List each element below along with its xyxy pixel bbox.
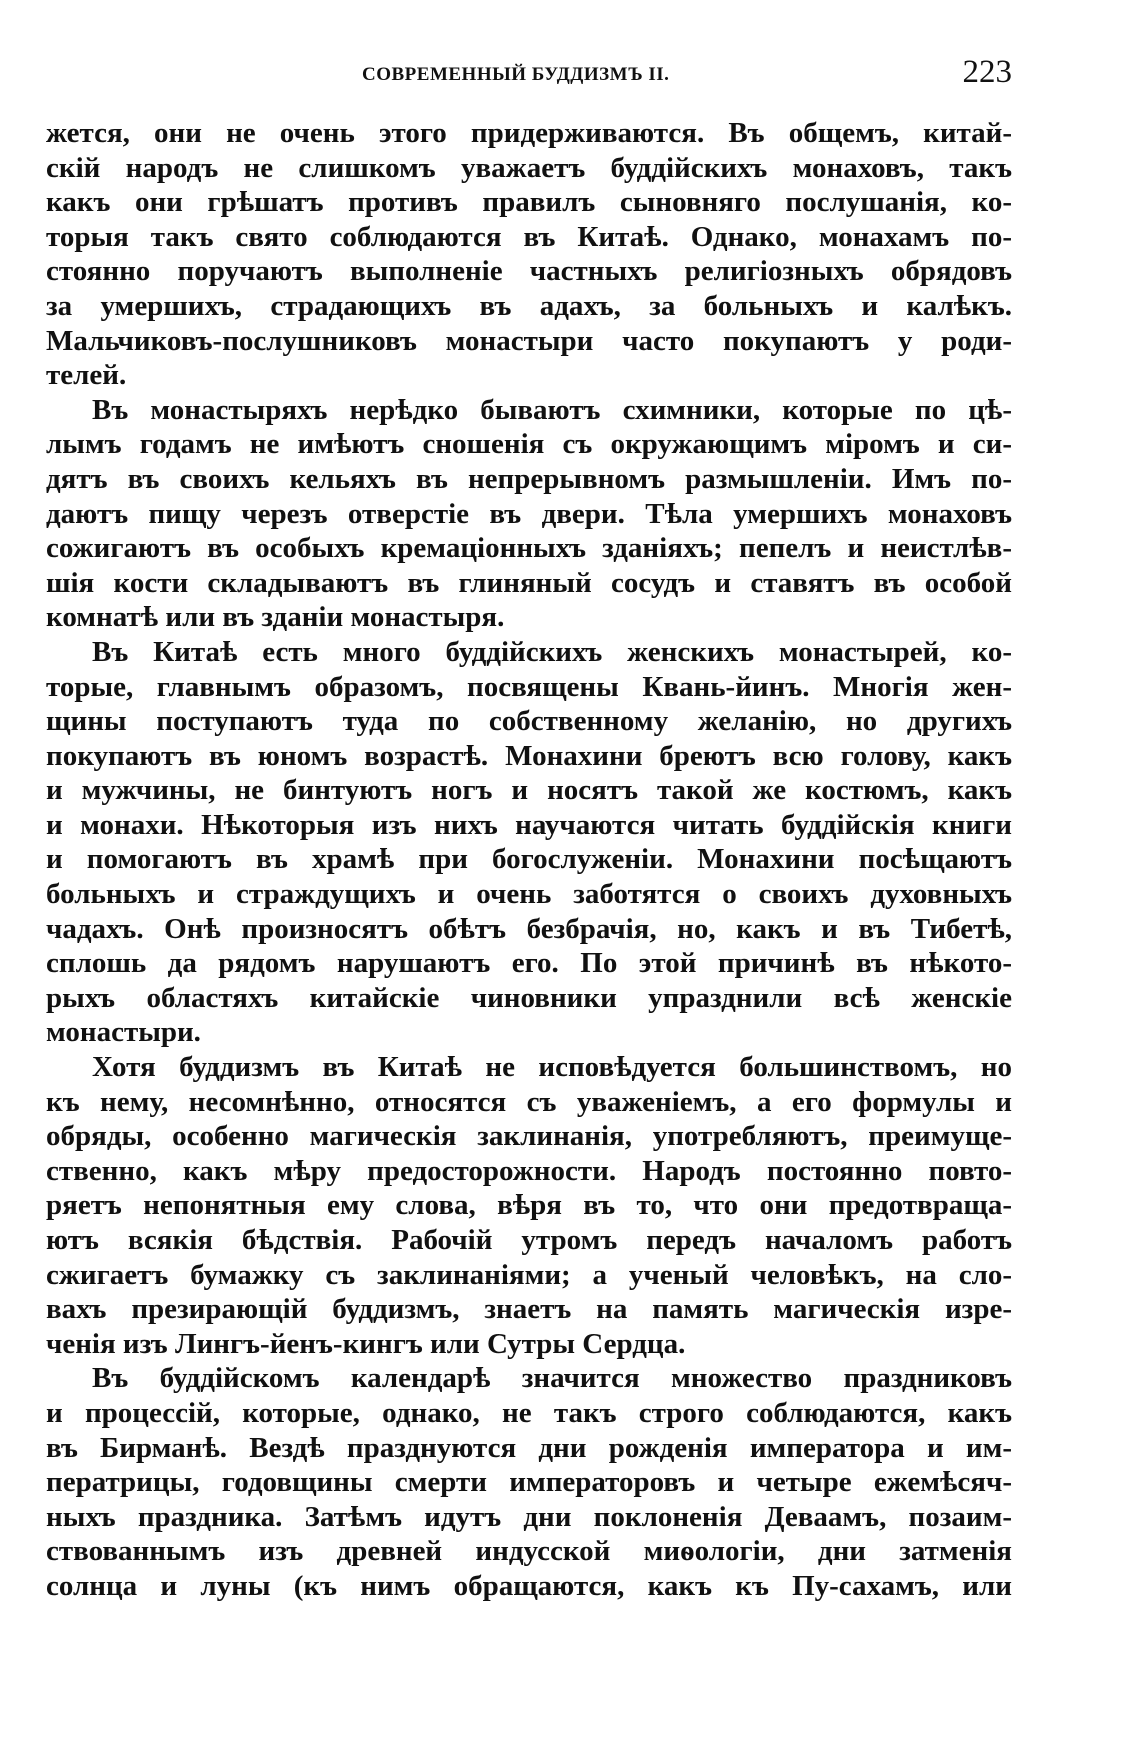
paragraph (46, 1361, 1012, 1603)
text-line: Въ монастыряхъ нерѣдко бываютъ схимники, которые по цѣ- (92, 393, 1012, 426)
text-line: Въ буддійскомъ календарѣ значится множество праздниковъ (92, 1362, 1012, 1395)
text-line: скій народъ не слишкомъ уважаетъ буддійскихъ монаховъ, такъ (46, 151, 1012, 184)
page-number: 223 (962, 54, 1012, 90)
text-line: торыя такъ свято соблюдаются въ Китаѣ. Однако, монахамъ по- (46, 220, 1012, 253)
text-line: и помогаютъ въ храмѣ при богослуженіи. Монахини посѣщаютъ (46, 843, 1012, 876)
text-line: комнатѣ или въ зданіи монастыря. (46, 601, 505, 634)
text-line: сжигаетъ бумажку съ заклинаніями; а ученый человѣкъ, на сло- (46, 1258, 1012, 1291)
text-line: и процессій, которые, однако, не такъ строго соблюдаются, какъ (46, 1396, 1012, 1429)
text-line: къ нему, несомнѣнно, относятся съ уваженіемъ, а его формулы и (46, 1085, 1012, 1118)
paragraph (46, 393, 1012, 635)
text-line: телей. (46, 359, 127, 392)
paragraph (46, 1050, 1012, 1361)
text-line: торые, главнымъ образомъ, посвящены Квань-йинъ. Многія жен- (46, 670, 1012, 703)
text-line: шія кости складываютъ въ глиняный сосудъ и ставятъ въ особой (46, 566, 1012, 599)
text-line: Въ Китаѣ есть много буддійскихъ женскихъ монастырей, ко- (92, 635, 1012, 668)
book-page (46, 50, 1012, 1604)
text-line: ченія изъ Лингъ-йенъ-кингъ или Сутры Сердца. (46, 1327, 686, 1360)
text-line: обряды, особенно магическія заклинанія, употребляютъ, преимуще- (46, 1120, 1012, 1153)
text-line: покупаютъ въ юномъ возрастѣ. Монахини бреютъ всю голову, какъ (46, 739, 1012, 772)
text-line: монастыри. (46, 1016, 201, 1049)
text-line: жется, они не очень этого придерживаются. Въ общемъ, китай- (46, 117, 1012, 149)
body-text (46, 116, 1012, 1604)
text-line: рыхъ областяхъ китайскіе чиновники упразднили всѣ женскіе (46, 981, 1012, 1014)
running-title: СОВРЕМЕННЫЙ БУДДИЗМЪ II. (362, 64, 670, 85)
text-line: щины поступаютъ туда по собственному желанію, но другихъ (46, 705, 1012, 738)
text-line: и монахи. Нѣкоторыя изъ нихъ научаются читать буддійскія книги (46, 808, 1012, 841)
text-line: ряетъ непонятныя ему слова, вѣря въ то, что они предотвраща- (46, 1189, 1012, 1222)
text-line: за умершихъ, страдающихъ въ адахъ, за больныхъ и калѣкъ. (46, 289, 1012, 322)
text-line: сожигаютъ въ особыхъ кремаціонныхъ зданіяхъ; пепелъ и неистлѣв- (46, 532, 1012, 565)
text-line: Мальчиковъ-послушниковъ монастыри часто покупаютъ у роди- (46, 324, 1012, 357)
text-line: въ Бирманѣ. Вездѣ празднуются дни рожденія императора и им- (46, 1431, 1012, 1464)
text-line: Хотя буддизмъ въ Китаѣ не исповѣдуется большинствомъ, но (92, 1051, 1012, 1084)
text-line: даютъ пищу черезъ отверстіе въ двери. Тѣла умершихъ монаховъ (46, 497, 1012, 530)
running-head (46, 50, 1012, 90)
paragraph (46, 116, 1012, 393)
text-line: лымъ годамъ не имѣютъ сношенія съ окружающимъ міромъ и си- (46, 428, 1012, 461)
text-line: солнца и луны (къ нимъ обращаются, какъ къ Пу-сахамъ, или (46, 1569, 1012, 1602)
text-line: ствованнымъ изъ древней индусской миѳологіи, дни затменія (46, 1535, 1012, 1568)
text-line: ютъ всякія бѣдствія. Рабочій утромъ передъ началомъ работъ (46, 1224, 1012, 1256)
text-line: сплошь да рядомъ нарушаютъ его. По этой причинѣ въ нѣкото- (46, 947, 1012, 980)
text-line: чадахъ. Онѣ произносятъ обѣтъ безбрачія, но, какъ и въ Тибетѣ, (46, 912, 1012, 945)
text-line: ныхъ праздника. Затѣмъ идутъ дни поклоненія Деваамъ, позаим- (46, 1500, 1012, 1533)
text-line: какъ они грѣшатъ противъ правилъ сыновняго послушанія, ко- (46, 186, 1012, 219)
text-line: вахъ презирающій буддизмъ, знаетъ на память магическія изре- (46, 1293, 1012, 1326)
text-line: больныхъ и страждущихъ и очень заботятся о своихъ духовныхъ (46, 878, 1012, 911)
text-line: дятъ въ своихъ кельяхъ въ непрерывномъ размышленіи. Имъ по- (46, 462, 1012, 495)
text-line: и мужчины, не бинтуютъ ногъ и носятъ такой же костюмъ, какъ (46, 774, 1012, 807)
text-line: стоянно поручаютъ выполненіе частныхъ религіозныхъ обрядовъ (46, 255, 1012, 288)
text-line: ственно, какъ мѣру предосторожности. Народъ постоянно повто- (46, 1154, 1012, 1187)
paragraph (46, 635, 1012, 1050)
text-line: ператрицы, годовщины смерти императоровъ и четыре ежемѣсяч- (46, 1466, 1012, 1499)
